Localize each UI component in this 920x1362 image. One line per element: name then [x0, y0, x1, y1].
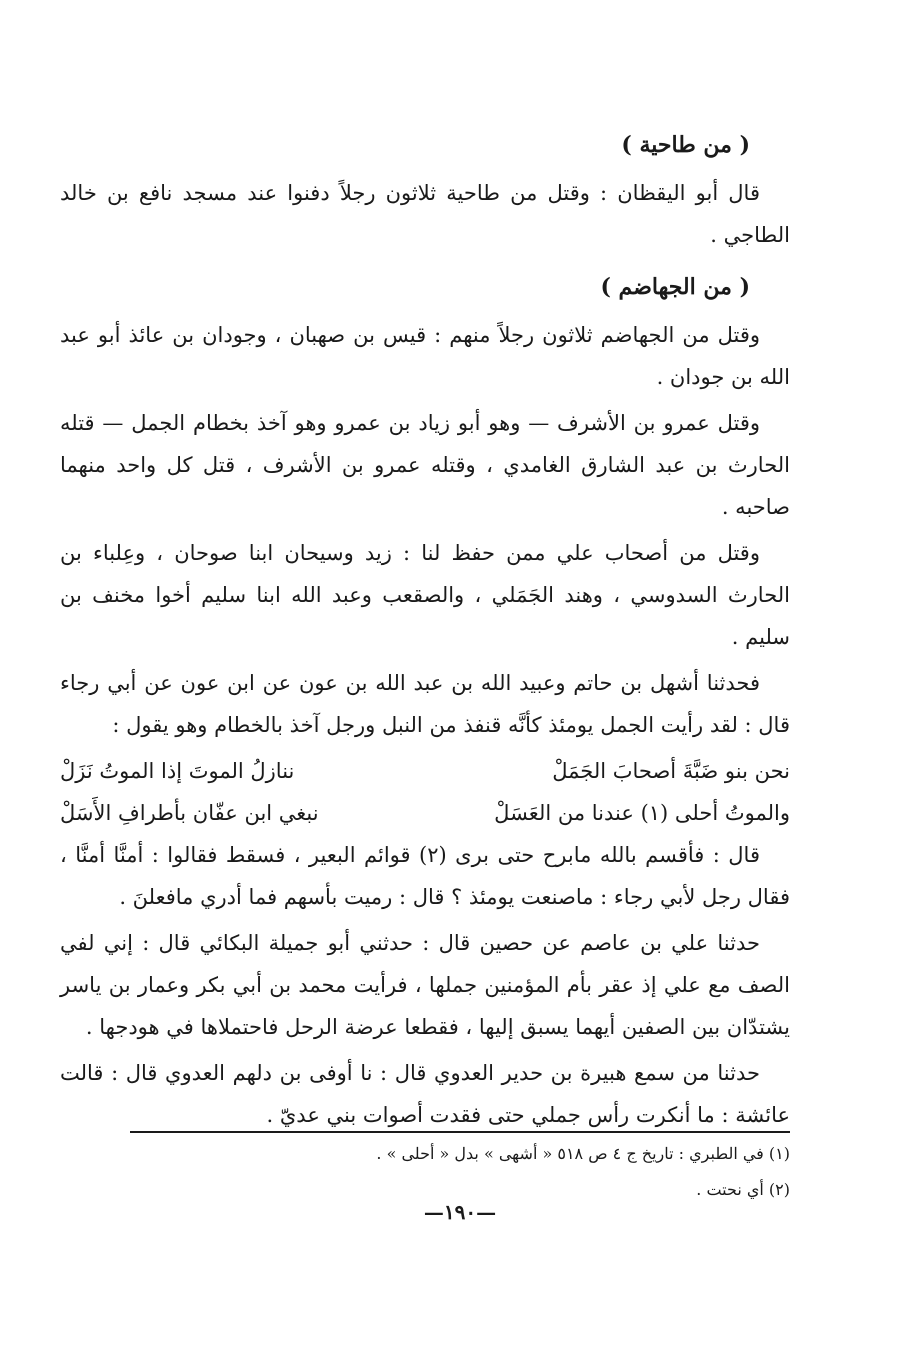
footnotes [130, 1136, 790, 1208]
verse-line-2 [60, 792, 790, 834]
footnote-2: (٢) أي نحتت . [696, 1180, 790, 1199]
verse-line-1 [60, 750, 790, 792]
verse-line-1-second-hemistich: ننازلُ الموتَ إذا الموتُ نَزَلْ [60, 759, 295, 783]
paragraph-abu-raja: فحدثنا أشهل بن حاتم وعبيد الله بن عبد الله بن عون عن ابن عون عن أبي رجاء قال : لقد رأيت الجمل يومئذ كأنَّه قنفذ من النبل ورجل آخذ بالخطام وهو يقول : [60, 671, 790, 737]
footnote-divider [130, 1131, 790, 1133]
verse-line-2-first-hemistich: والموتُ أحلى (١) عندنا من العَسَلْ [494, 801, 790, 825]
paragraph-amr-ibn-ashraf: وقتل عمرو بن الأشرف — وهو أبو زياد بن عمرو وهو آخذ بخطام الجمل — قتله الحارث بن عبد الشارق الغامدي ، وقتله عمرو بن الأشرف ، قتل كل واحد منهما صاحبه . [60, 411, 790, 519]
verse-line-2-second-hemistich: نبغي ابن عفّان بأطرافِ الأَسَلْ [60, 801, 319, 825]
section-heading-jahadim: ( من الجهاضم ) [600, 274, 750, 300]
paragraph-aisha: حدثنا من سمع هبيرة بن حدير العدوي قال : نا أوفى بن دلهم العدوي قال : قالت عائشة : ما أنكرت رأس جملي حتى فقدت أصوات بني عديّ . [60, 1061, 790, 1127]
verse-line-1-first-hemistich: نحن بنو ضَبَّةَ أصحابَ الجَمَلْ [552, 759, 790, 783]
footnote-1: (١) في الطبري : تاريخ ج ٤ ص ٥١٨ « أشهى » بدل « أحلى » . [376, 1144, 790, 1163]
paragraph-ali-companions: وقتل من أصحاب علي ممن حفظ لنا : زيد وسيحان ابنا صوحان ، وعِلباء بن الحارث السدوسي ، وهند الجَمَلي ، والصقعب وعبد الله ابنا سليم أخوا مخنف بن سليم . [60, 541, 790, 649]
poem-verse [60, 750, 790, 834]
page-body [60, 118, 790, 1140]
page-number: —١٩٠— [423, 1200, 497, 1224]
section-heading-tahiya: ( من طاحية ) [621, 132, 750, 158]
paragraph-jahadim: وقتل من الجهاضم ثلاثون رجلاً منهم : قيس بن صهبان ، وجودان بن عائذ أبو عبد الله بن جودان . [60, 323, 790, 389]
paragraph-oath: قال : فأقسم بالله مابرح حتى برى (٢) قوائم البعير ، فسقط فقالوا : أمنَّا أمنَّا ، فقال رجل لأبي رجاء : ماصنعت يومئذ ؟ قال : رميت بأسهم فما أدري مافعلنَ . [60, 843, 790, 909]
paragraph-abu-jamila: حدثنا علي بن عاصم عن حصين قال : حدثني أبو جميلة البكائي قال : إني لفي الصف مع علي إذ عقر بأم المؤمنين جملها ، فرأيت محمد بن أبي بكر وعمار بن ياسر يشتدّان بين الصفين أيهما يسبق إليها ، فقطعا عرضة الرحل فاحتملاها في هودجها . [60, 931, 790, 1039]
paragraph-tahiya: قال أبو اليقظان : وقتل من طاحية ثلاثون رجلاً دفنوا عند مسجد نافع بن خالد الطاجي . [60, 181, 790, 247]
